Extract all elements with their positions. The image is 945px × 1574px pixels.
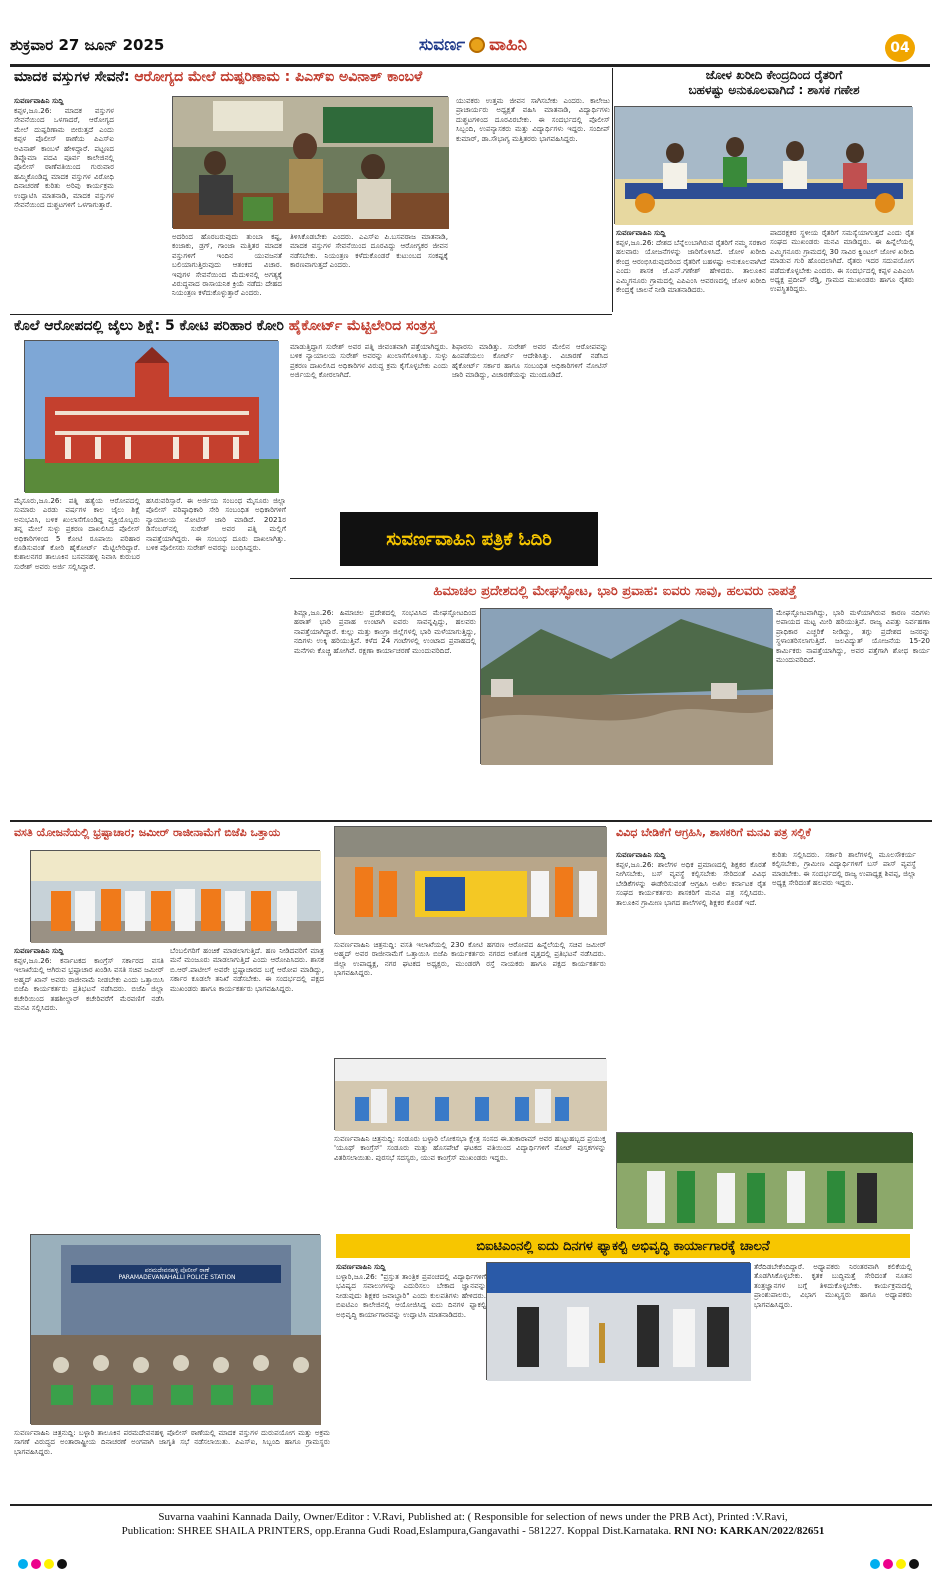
article3-col4: ಶಿಫಾರಸು ಮಾಡಿತ್ತು. ಸುರೇಶ್ ಅವರ ಮೇಲಿನ ಆರೋಪವನ್ನು ಹಿಂಪಡೆಯಲು ಕೋರ್ಟ್ ಆದೇಶಿಸಿತ್ತು. ವಿಚಾರಣೆ ನಡೆಸಿದ ಹೈಕೋರ್ಟ್ ಸರ್ಕಾರ ಹಾಗೂ ಸಂಬಂಧಿತ ಅಧಿಕಾರಿಗಳಿಗೆ ನೋಟಿಸ್ ಜಾರಿ ಮಾಡಿದ್ದು, ವಿಚಾರಣೆಯನ್ನು ಮುಂದೂಡಿದೆ. [452, 342, 608, 380]
issue-date: ಶುಕ್ರವಾರ 27 ಜೂನ್ 2025 [10, 36, 165, 54]
article1-col1: ಕಪ್ಪಳ,ಜೂ.26: ಮಾದಕ ವಸ್ತುಗಳ ಸೇವನೆಯಿಂದ ಒಳಗಾದರೆ, ಆರೋಗ್ಯದ ಮೇಲೆ ದುಷ್ಪರಿಣಾಮ ಬೀರುತ್ತದೆ ಎಂದು ಕಪ್ಪಳ ಪೊಲೀಸ್ ಠಾಣೆಯ ಪಿಎಸ್‌ಐ ಅವಿನಾಶ್ ಕಾಂಬಳೆ ಹೇಳಿದ್ದಾರೆ. ಪಟ್ಟಣದ ಡಿಪ್ಲೊಮಾ ಪದವಿ ಪೂರ್ವ ಕಾಲೇಜಿನಲ್ಲಿ ಪೊಲೀಸ್ ಠಾಣೆವತಿಯಿಂದ ಗುರುವಾರ ಹಮ್ಮಿಕೊಂಡಿದ್ದ ಮಾದಕ ವಸ್ತುಗಳ ವಿರೋಧಿ ದಿನಾಚರಣೆ ಕುರಿತು ಅರಿವು ಕಾರ್ಯಕ್ರಮ ಉದ್ಘಾಟಿಸಿ ಮಾತನಾಡಿ, ಮಾದಕ ವಸ್ತುಗಳ ಸೇವನೆಯಿಂದ ದುಶ್ಚಟಗಳಿಗೆ ಒಳಗಾಗುತ್ತಾರೆ. [14, 106, 114, 210]
article2-headline-line2: ಬಹಳಷ್ಟು ಅನುಕೂಲವಾಗಿದೆ : ಶಾಸಕ ಗಣೇಶ [688, 83, 860, 97]
station-sign-kannada: ಪರಮದೇವನಹಳ್ಳಿ ಪೊಲೀಸ್ ಠಾಣೆ [144, 1267, 210, 1274]
article1-headline-prefix: ಮಾದಕ ವಸ್ತುಗಳ ಸೇವನೆ: [14, 69, 135, 85]
article2-headline [616, 68, 932, 104]
article5-headline: ವಸತಿ ಯೋಜನೆಯಲ್ಲಿ ಭ್ರಷ್ಟಾಚಾರ; ಜಮೀರ್ ರಾಜೀನಾಮೆಗೆ ಬಿಜೆಪಿ ಒತ್ತಾಯ [14, 826, 281, 839]
article8-col2: ಕುರಿತು ಸಲ್ಲಿಸಿದರು. ಸರ್ಕಾರಿ ಶಾಲೆಗಳಲ್ಲಿ ಮೂಲಸೌಕರ್ಯ ಕಲ್ಪಿಸಬೇಕು, ಗ್ರಾಮೀಣ ವಿದ್ಯಾರ್ಥಿಗಳಿಗೆ ಬಸ್ ಪಾಸ್ ವ್ಯವಸ್ಥೆ ಮಾಡಬೇಕು. ಈ ಸಂದರ್ಭದಲ್ಲಿ ರಾಜ್ಯ ಉಪಾಧ್ಯಕ್ಷ ಶಿವಪ್ಪ, ಜಿಲ್ಲಾ ಅಧ್ಯಕ್ಷ ಸೇರಿದಂತೆ ಹಲವರು ಇದ್ದರು. [772, 850, 916, 888]
newspaper-logo [398, 32, 548, 58]
article5-col1: ಕಪ್ಪಳ,ಜೂ.26: ಕರ್ನಾಟಕದ ಕಾಂಗ್ರೆಸ್ ಸರ್ಕಾರದ ವಸತಿ ಇಲಾಖೆಯಲ್ಲಿ ಆಗಿರುವ ಭ್ರಷ್ಟಾಚಾರ ಖಂಡಿಸಿ ವಸತಿ ಸಚಿವ ಜಮೀರ್ ಅಹ್ಮದ್ ಖಾನ್ ಅವರು ರಾಜೀನಾಮೆ ನೀಡಬೇಕು ಎಂದು ಒತ್ತಾಯಿಸಿ ಬಿಜೆಪಿ ಕಾರ್ಯಕರ್ತರು ಪ್ರತಿಭಟನೆ ನಡೆಸಿದರು. ಬಿಜೆಪಿ ಜಿಲ್ಲಾ ಕಚೇರಿಯಿಂದ ತಹಶೀಲ್ದಾರ್ ಕಚೇರಿವರೆಗೆ ಮೆರವಣಿಗೆ ನಡೆಸಿ ಮನವಿ ಸಲ್ಲಿಸಿದರು. [14, 956, 164, 1013]
footer-line2 [14, 1524, 932, 1538]
article3-headline [14, 318, 612, 340]
article7-caption: ಸುವರ್ಣವಾಹಿನಿ ಚಿತ್ರನುದ್ದಿ: ಸಂಡೂರು ಬಳ್ಳಾರಿ ಲೋಕಸಭಾ ಕ್ಷೇತ್ರ ಸಂಸದ ಈ.ತುಕಾರಾಮ್ ಅವರ ಹುಟ್ಟುಹಬ್ಬದ ಪ್ರಯುಕ್ತ 'ಯೂಥ್ ಕಾಂಗ್ರೆಸ್' ಸಂಡೂರು ಮತ್ತು ಹೊಸಪೇಟೆ ಘಟಕದ ವತಿಯಿಂದ ವಿದ್ಯಾರ್ಥಿಗಳಿಗೆ ನೋಟ್ ಪುಸ್ತಕಗಳನ್ನು ವಿತರಿಸಲಾಯಿತು. ಪುರಸಭೆ ಸದಸ್ಯರು, ಯುವ ಕಾಂಗ್ರೆಸ್ ಮುಖಂಡರು ಇದ್ದರು. [334, 1134, 606, 1162]
column-divider-1 [612, 68, 613, 312]
article2-col2: ಪಾದರಕ್ಷಕರ ಸ್ಥಳೀಯ ರೈತರಿಗೆ ಸಮಸ್ಯೆಯಾಗುತ್ತದೆ ಎಂದು ರೈತ ಸಂಘದ ಮುಖಂಡರು ಮನವಿ ಮಾಡಿದ್ದರು. ಈ ಹಿನ್ನೆಲೆಯಲ್ಲಿ ಎಮ್ಮಿಗನೂರು ಗ್ರಾಮದಲ್ಲಿ 30 ಸಾವಿರ ಕ್ವಿಂಟಲ್ ಜೋಳ ಖರೀದಿ ಮಾಡುವ ಗುರಿ ಹೊಂದಲಾಗಿದೆ. ರೈತರು ಇದರ ಸದುಪಯೋಗ ಪಡೆದುಕೊಳ್ಳಬೇಕು ಎಂದರು. ಈ ಸಂದರ್ಭದಲ್ಲಿ ಕಪ್ಪಳ ಎಪಿಎಂಸಿ ಅಧ್ಯಕ್ಷ ಪ್ರದೀಪ್ ರೆಡ್ಡಿ, ಗ್ರಾಮದ ಮುಖಂಡರು ಹಾಗೂ ರೈತರು ಉಪಸ್ಥಿತರಿದ್ದರು. [770, 228, 914, 294]
masthead-rule [10, 64, 930, 67]
article3-col3: ಮಾಡುತ್ತಿದ್ದಾಗ ಸುರೇಶ್ ಅವರ ಪತ್ನಿ ಜೀವಂತವಾಗಿ ಪತ್ತೆಯಾಗಿದ್ದರು. ಬಳಿಕ ನ್ಯಾಯಾಲಯ ಸುರೇಶ್ ಅವರನ್ನು ಖುಲಾಸೆಗೊಳಿಸಿತ್ತು. ಸುಳ್ಳು ಪ್ರಕರಣ ದಾಖಲಿಸಿದ ಅಧಿಕಾರಿಗಳ ವಿರುದ್ಧ ಕ್ರಮ ಕೈಗೊಳ್ಳಬೇಕು ಎಂದು ಅರ್ಜಿಯಲ್ಲಿ ಕೋರಲಾಗಿದೆ. [290, 342, 448, 380]
footer-imprint [14, 1510, 932, 1538]
article4-col1b [480, 768, 620, 818]
cmyk-marks-right [870, 1554, 922, 1573]
logo-emblem-icon [469, 37, 485, 53]
footer-line1: Suvarna vaahini Kannada Daily, Owner/Editor : V.Ravi, Published at: ( Responsible for selection of news under the PRB Act), Printed :V.Ravi, [158, 1511, 788, 1523]
article9-photo-police-station [30, 1234, 320, 1424]
article4-col1: ಶಿಮ್ಲಾ,ಜೂ.26: ಹಿಮಾಚಲ ಪ್ರದೇಶದಲ್ಲಿ ಸಂಭವಿಸಿದ ಮೇಘಸ್ಫೋಟದಿಂದ ಹಠಾತ್ ಭಾರಿ ಪ್ರವಾಹ ಉಂಟಾಗಿ ಐವರು ಸಾವನ್ನಪ್ಪಿದ್ದು, ಹಲವರು ನಾಪತ್ತೆಯಾಗಿದ್ದಾರೆ. ಕುಲ್ಲು ಮತ್ತು ಕಾಂಗ್ರಾ ಜಿಲ್ಲೆಗಳಲ್ಲಿ ಭಾರಿ ಮಳೆಯಾಗುತ್ತಿದ್ದು, ನದಿಗಳು ಉಕ್ಕಿ ಹರಿಯುತ್ತಿವೆ. ಕಳೆದ 24 ಗಂಟೆಗಳಲ್ಲಿ ಉಂಟಾದ ಪ್ರವಾಹದಲ್ಲಿ ಮನೆಗಳು ಕೊಚ್ಚಿ ಹೋಗಿವೆ. ರಕ್ಷಣಾ ಕಾರ್ಯಾಚರಣೆ ಮುಂದುವರಿದಿದೆ. [294, 608, 476, 655]
footer-publication: Publication: SHREE SHAILA PRINTERS, opp.Eranna Gudi Road,Eslampura,Gangavathi - 581227. Koppal Dist.Karnataka. [121, 1525, 675, 1537]
article7-photo-students [334, 1058, 606, 1130]
article9-col1: ಬಳ್ಳಾರಿ,ಜೂ.26: "ಪ್ರಸ್ತುತ ತಾಂತ್ರಿಕ ಪ್ರಪಂಚದಲ್ಲಿ ವಿದ್ಯಾರ್ಥಿಗಳಿಗೆ ಭವಿಷ್ಯದ ಸವಾಲುಗಳನ್ನು ಎದುರಿಸಲು ಬೇಕಾದ ಜ್ಞಾನವನ್ನು ನೀಡುವುದು ಶಿಕ್ಷಕರ ಜವಾಬ್ದಾರಿ" ಎಂದು ಕುಲಪತಿಗಳು ಹೇಳಿದರು. ಬಿಐಟಿಎಂ ಕಾಲೇಜಿನಲ್ಲಿ ಆಯೋಜಿಸಿದ್ದ ಐದು ದಿನಗಳ ಫ್ಯಾಕಲ್ಟಿ ಅಭಿವೃದ್ಧಿ ಕಾರ್ಯಾಗಾರವನ್ನು ಉದ್ಘಾಟಿಸಿ ಮಾತನಾಡಿದರು. [336, 1272, 486, 1319]
article6-caption: ಸುವರ್ಣವಾಹಿನಿ ಚಿತ್ರನುದ್ದಿ: ವಸತಿ ಇಲಾಖೆಯಲ್ಲಿ 230 ಕೋಟಿ ಹಗರಣ ಆರೋಪದ ಹಿನ್ನೆಲೆಯಲ್ಲಿ ಸಚಿವ ಜಮೀರ್ ಅಹ್ಮದ್ ಅವರ ರಾಜೀನಾಮೆಗೆ ಒತ್ತಾಯಿಸಿ ಬಿಜೆಪಿ ಕಾರ್ಯಕರ್ತರು ನಗರದ ಅಶೋಕ ವೃತ್ತದಲ್ಲಿ ಪ್ರತಿಭಟನೆ ನಡೆಸಿದರು. ಜಿಲ್ಲಾ ಉಪಾಧ್ಯಕ್ಷ, ನಗರ ಘಟಕದ ಅಧ್ಯಕ್ಷರು, ಮುಂಡರಗಿ ರಸ್ತೆ ನಾಯಕರು ಹಾಗೂ ಪಕ್ಷದ ಕಾರ್ಯಕರ್ತರು ಭಾಗವಹಿಸಿದ್ದರು. [334, 940, 606, 978]
article3-col1: ಮೈಸೂರು,ಜೂ.26: ಪತ್ನಿ ಹತ್ಯೆಯ ಆರೋಪದಲ್ಲಿ ಸುಮಾರು ಎರಡು ವರ್ಷಗಳ ಕಾಲ ಜೈಲು ಶಿಕ್ಷೆ ಅನುಭವಿಸಿ, ಬಳಿಕ ಖುಲಾಸೆಗೊಂಡಿದ್ದ ವ್ಯಕ್ತಿಯೊಬ್ಬರು ತನ್ನ ಮೇಲೆ ಸುಳ್ಳು ಪ್ರಕರಣ ದಾಖಲಿಸಿದ ಪೊಲೀಸ್ ಅಧಿಕಾರಿಗಳಿಂದ 5 ಕೋಟಿ ರೂಪಾಯಿ ಪರಿಹಾರ ಕೊಡಿಸುವಂತೆ ಕೋರಿ ಹೈಕೋರ್ಟ್ ಮೆಟ್ಟಿಲೇರಿದ್ದಾರೆ. ಕುಶಾಲನಗರ ತಾಲೂಕಿನ ಬಸವನಹಳ್ಳಿ ನಿವಾಸಿ ಕುರುಬರ ಸುರೇಶ್ ಅವರು ಅರ್ಜಿ ಸಲ್ಲಿಸಿದ್ದಾರೆ. [14, 496, 140, 571]
article4-col2: ಮೇಘಸ್ಫೋಟವಾಗಿದ್ದು, ಭಾರಿ ಮಳೆಯಾಗಿರುವ ಕಾರಣ ನದಿಗಳು ಅಪಾಯದ ಮಟ್ಟ ಮೀರಿ ಹರಿಯುತ್ತಿವೆ. ರಾಜ್ಯ ವಿಪತ್ತು ನಿರ್ವಹಣಾ ಪ್ರಾಧಿಕಾರ ಎಚ್ಚರಿಕೆ ನೀಡಿದ್ದು, ತಗ್ಗು ಪ್ರದೇಶದ ಜನರನ್ನು ಸ್ಥಳಾಂತರಿಸಲಾಗುತ್ತಿದೆ. ಜಲವಿದ್ಯುತ್ ಯೋಜನೆಯ 15-20 ಕಾರ್ಮಿಕರು ನಾಪತ್ತೆಯಾಗಿದ್ದು, ಅವರ ಪತ್ತೆಗಾಗಿ ಶೋಧ ಕಾರ್ಯ ಮುಂದುವರಿದಿದೆ. [776, 608, 930, 665]
article8-photo-memorandum [616, 1132, 912, 1228]
article9-photo-workshop [486, 1262, 750, 1380]
section-divider-2 [290, 578, 932, 579]
article5-col2: ಬೆಂಬಲಿಗರಿಗೆ ಹಂಚಿಕೆ ಮಾಡಲಾಗುತ್ತಿದೆ. ಹಣ ನೀಡಿದವರಿಗೆ ಮಾತ್ರ ಮನೆ ಮಂಜೂರು ಮಾಡಲಾಗುತ್ತಿದೆ ಎಂದು ಆರೋಪಿಸಿದರು. ಶಾಸಕ ಬಿ.ಆರ್.ಪಾಟೀಲ್ ಅವರೇ ಭ್ರಷ್ಟಾಚಾರದ ಬಗ್ಗೆ ಆರೋಪ ಮಾಡಿದ್ದು, ಸರ್ಕಾರ ಕೂಡಲೇ ತನಿಖೆ ನಡೆಸಬೇಕು. ಈ ಸಂದರ್ಭದಲ್ಲಿ ಪಕ್ಷದ ಮುಖಂಡರು ಹಾಗೂ ಕಾರ್ಯಕರ್ತರು ಭಾಗವಹಿಸಿದ್ದರು. [170, 946, 324, 993]
article1-byline: ಸುವರ್ಣವಾಹಿನಿ ಸುದ್ದಿ [14, 96, 64, 105]
article9-headline: ಬಿಐಟಿಎಂನಲ್ಲಿ ಐದು ದಿನಗಳ ಫ್ಯಾಕಲ್ಟಿ ಅಭಿವೃದ್ಧಿ ಕಾರ್ಯಾಗಾರಕ್ಕೆ ಚಾಲನೆ [336, 1234, 910, 1258]
article6-photo-protest [334, 826, 606, 934]
article1-photo-awareness-program [172, 96, 448, 228]
article9-byline: ಸುವರ್ಣವಾಹಿನಿ ಸುದ್ದಿ [336, 1262, 386, 1271]
article1-col1b [118, 106, 170, 270]
logo-text-part2: ವಾಹಿನಿ [489, 35, 528, 55]
article9-police-caption: ಸುವರ್ಣವಾಹಿನಿ ಚಿತ್ರನುದ್ದಿ: ಬಳ್ಳಾರಿ ತಾಲೂಕಿನ ಪರಮದೇವನಹಳ್ಳಿ ಪೊಲೀಸ್ ಠಾಣೆಯಲ್ಲಿ ಮಾದಕ ವಸ್ತುಗಳ ದುರುಪಯೋಗ ಮತ್ತು ಅಕ್ರಮ ಸಾಗಣೆ ವಿರುದ್ಧದ ಅಂತಾರಾಷ್ಟ್ರೀಯ ದಿನಾಚರಣೆ ಅಂಗವಾಗಿ ಜಾಗೃತಿ ಸಭೆ ನಡೆಸಲಾಯಿತು. ಪಿಎಸ್‌ಐ, ಸಿಬ್ಬಂದಿ ಹಾಗೂ ಗ್ರಾಮಸ್ಥರು ಭಾಗವಹಿಸಿದ್ದರು. [14, 1428, 330, 1456]
article5-byline: ಸುವರ್ಣವಾಹಿನಿ ಸುದ್ದಿ [14, 946, 64, 955]
article9-col2: ತೆರೆದಿಡಬೇಕೆಂದಿದ್ದಾರೆ. ಅಧ್ಯಾಪಕರು ನಿರಂತರವಾಗಿ ಕಲಿಕೆಯಲ್ಲಿ ತೊಡಗಿಸಿಕೊಳ್ಳಬೇಕು. ಕೃತಕ ಬುದ್ಧಿಮತ್ತೆ ಸೇರಿದಂತೆ ನೂತನ ತಂತ್ರಜ್ಞಾನಗಳ ಬಗ್ಗೆ ತಿಳಿದುಕೊಳ್ಳಬೇಕು. ಕಾರ್ಯಕ್ರಮದಲ್ಲಿ ಪ್ರಾಂಶುಪಾಲರು, ವಿಭಾಗ ಮುಖ್ಯಸ್ಥರು ಹಾಗೂ ಅಧ್ಯಾಪಕರು ಭಾಗವಹಿಸಿದ್ದರು. [754, 1262, 912, 1309]
article1-headline [14, 69, 612, 91]
footer-rule [10, 1504, 932, 1506]
article4-headline: ಹಿಮಾಚಲ ಪ್ರದೇಶದಲ್ಲಿ ಮೇಘಸ್ಫೋಟ, ಭಾರಿ ಪ್ರವಾಹ: ಐವರು ಸಾವು, ಹಲವರು ನಾಪತ್ತೆ [433, 584, 797, 599]
article3-col2: ಹಸಿರುವರಿಸ್ಸಾರೆ. ಈ ಅರ್ಜಿಯ ಸಂಬಂಧ ಮೈಸೂರು ಜಿಲ್ಲಾ ಪೊಲೀಸ್ ವರಿಷ್ಠಾಧಿಕಾರಿ ಸೇರಿ ಸಂಬಂಧಿತ ಅಧಿಕಾರಿಗಳಿಗೆ ನ್ಯಾಯಾಲಯ ನೋಟಿಸ್ ಜಾರಿ ಮಾಡಿದೆ. 2021ರ ಡಿಸೆಂಬರ್‌ನಲ್ಲಿ ಸುರೇಶ್ ಅವರ ಪತ್ನಿ ಮಲ್ಲಿಗೆ ನಾಪತ್ತೆಯಾಗಿದ್ದರು. ಈ ಸಂಬಂಧ ದೂರು ದಾಖಲಾಗಿತ್ತು. ಬಳಿಕ ಪೊಲೀಸರು ಸುರೇಶ್ ಅವರನ್ನು ಬಂಧಿಸಿದ್ದರು. [146, 496, 286, 553]
article8-headline: ವಿವಿಧ ಬೇಡಿಕೆಗೆ ಆಗ್ರಹಿಸಿ, ಶಾಸಕರಿಗೆ ಮನವಿ ಪತ್ರ ಸಲ್ಲಿಕೆ [616, 826, 811, 839]
article8-byline: ಸುವರ್ಣವಾಹಿನಿ ಸುದ್ದಿ [616, 850, 666, 859]
article3-headline-prefix: ಕೊಲೆ ಆರೋಪದಲ್ಲಿ ಜೈಲು ಶಿಕ್ಷೆ: 5 ಕೋಟಿ ಪರಿಹಾರ ಕೋರಿ [14, 318, 289, 334]
promo-banner: ಸುವರ್ಣವಾಹಿನಿ ಪತ್ರಿಕೆ ಓದಿರಿ [340, 512, 598, 566]
section-divider-3 [10, 820, 932, 822]
article2-photo-purchase-center [614, 106, 912, 224]
article2-headline-line1: ಜೋಳ ಖರೀದಿ ಕೇಂದ್ರದಿಂದ ರೈತರಿಗೆ [705, 68, 843, 82]
section-divider-1 [10, 314, 612, 315]
cmyk-marks-left [18, 1554, 70, 1573]
page-number-badge: 04 [885, 34, 915, 62]
article4-photo-flood [480, 608, 772, 764]
article2-byline: ಸುವರ್ಣವಾಹಿನಿ ಸುದ್ದಿ [616, 228, 666, 237]
article1-col3: ತಿಳಿಸಿಕೊಡಬೇಕು ಎಂದರು. ಎಎಸ್‌ಐ ಪಿ.ಬಸವರಾಜ ಮಾತನಾಡಿ, ಮಾದಕ ವಸ್ತುಗಳ ಸೇವನೆಯಿಂದ ದೂರವಿದ್ದು ಆರೋಗ್ಯಕರ ಜೀವನ ನಡೆಸಬೇಕು. ನಿಯಂತ್ರಣ ಕಳೆದುಕೊಂಡರೆ ಕುಟುಂಬದ ಸಂಕಷ್ಟಕ್ಕೆ ಕಾರಣವಾಗುತ್ತದೆ ಎಂದರು. [290, 232, 448, 270]
station-sign [77, 1267, 277, 1281]
station-sign-english: PARAMADEVANAHALLI POLICE STATION [118, 1274, 236, 1281]
article1-col4: ಯುವಕರು ಉತ್ತಮ ಜೀವನ ಸಾಗಿಸಬೇಕು ಎಂದರು. ಕಾಲೇಜು ಪ್ರಾಚಾರ್ಯರು ಅಧ್ಯಕ್ಷತೆ ವಹಿಸಿ ಮಾತನಾಡಿ, ವಿದ್ಯಾರ್ಥಿಗಳು ದುಶ್ಚಟಗಳಿಂದ ದೂರವಿರಬೇಕು. ಈ ಸಂದರ್ಭದಲ್ಲಿ ಪೊಲೀಸ್ ಸಿಬ್ಬಂದಿ, ಉಪನ್ಯಾಸಕರು ಮತ್ತು ವಿದ್ಯಾರ್ಥಿಗಳು ಇದ್ದರು. ಸಂದೀಪ್ ಕುಮಾರ್, ಡಾ.ಸೌಭಾಗ್ಯ ಮತ್ತಿತರರು ಭಾಗವಹಿಸಿದ್ದರು. [456, 96, 610, 143]
article1-headline-main: ಆರೋಗ್ಯದ ಮೇಲೆ ದುಷ್ಪರಿಣಾಮ : ಪಿಎಸ್‌ಐ ಅವಿನಾಶ್ ಕಾಂಬಳೆ [134, 69, 423, 85]
footer-rni: RNI NO: KARKAN/2022/82651 [674, 1525, 825, 1537]
article1-col2: ಅದರಿಂದ ಹೊರಬರುವುದು ತುಂಬಾ ಕಷ್ಟ, ಕಂಜಾಕು, ಡ್ರಗ್, ಗಾಂಜಾ ಮತ್ತಿತರ ಮಾದಕ ವಸ್ತುಗಳಿಗೆ ಇಂದಿನ ಯುವಜನತೆ ಬಲಿಯಾಗುತ್ತಿರುವುದು ಆತಂಕದ ವಿಚಾರ. ಇವುಗಳ ಸೇವನೆಯಿಂದ ಮೆದುಳಿನಲ್ಲಿ ಅಗತ್ಯಕ್ಕೆ ವಿರುದ್ಧವಾದ ರಾಸಾಯನಿಕ ಕ್ರಿಯೆ ನಡೆದು ದೇಹದ ನಿಯಂತ್ರಣ ಕಳೆದುಕೊಳ್ಳುತ್ತಾರೆ ಎಂದರು. [172, 232, 282, 298]
article3-headline-main: ಹೈಕೋರ್ಟ್ ಮೆಟ್ಟಿಲೇರಿದ ಸಂತ್ರಸ್ತ [288, 318, 437, 334]
article2-col1: ಕಪ್ಪಳ,ಜೂ.26: ದೇಶದ ಬೆನ್ನೆಲುಬಾಗಿರುವ ರೈತರಿಗೆ ನಮ್ಮ ಸರಕಾರ ಹಲವಾರು ಯೋಜನೆಗಳನ್ನು ಜಾರಿಗೊಳಿಸಿದೆ. ಜೋಳ ಖರೀದಿ ಕೇಂದ್ರ ಆರಂಭಿಸಿರುವುದರಿಂದ ರೈತರಿಗೆ ಬಹಳಷ್ಟು ಅನುಕೂಲವಾಗಿದೆ ಎಂದು ಶಾಸಕ ಜೆ.ಎನ್.ಗಣೇಶ್ ಹೇಳಿದರು. ತಾಲೂಕಿನ ಎಮ್ಮಿಗನೂರು ಗ್ರಾಮದಲ್ಲಿ ಎಪಿಎಂಸಿ ಆವರಣದಲ್ಲಿ ಜೋಳ ಖರೀದಿ ಕೇಂದ್ರಕ್ಕೆ ಚಾಲನೆ ನೀಡಿ ಮಾತನಾಡಿದರು. [616, 238, 766, 295]
logo-text-part1: ಸುವರ್ಣ [418, 35, 466, 55]
article5-photo-protest [30, 850, 320, 942]
article3-photo-high-court [24, 340, 278, 492]
article8-col1: ಕಪ್ಪಳ,ಜೂ.26: ಶಾಲೆಗಳ ಅಧಿಕ ಪ್ರಮಾಣದಲ್ಲಿ ಶಿಕ್ಷಕರ ಕೊರತೆ ನೀಗಿಸಬೇಕು, ಬಸ್ ವ್ಯವಸ್ಥೆ ಕಲ್ಪಿಸಬೇಕು ಸೇರಿದಂತೆ ವಿವಿಧ ಬೇಡಿಕೆಗಳನ್ನು ಈಡೇರಿಸುವಂತೆ ಆಗ್ರಹಿಸಿ ಅಖಿಲ ಕರ್ನಾಟಕ ರೈತ ಸಂಘದ ಕಾರ್ಯಕರ್ತರು ಶಾಸಕರಿಗೆ ಮನವಿ ಪತ್ರ ಸಲ್ಲಿಸಿದರು. ತಾಲೂಕಿನ ಗ್ರಾಮೀಣ ಭಾಗದ ಶಾಲೆಗಳಲ್ಲಿ ಶಿಕ್ಷಕರ ಕೊರತೆ ಇದೆ. [616, 860, 766, 907]
